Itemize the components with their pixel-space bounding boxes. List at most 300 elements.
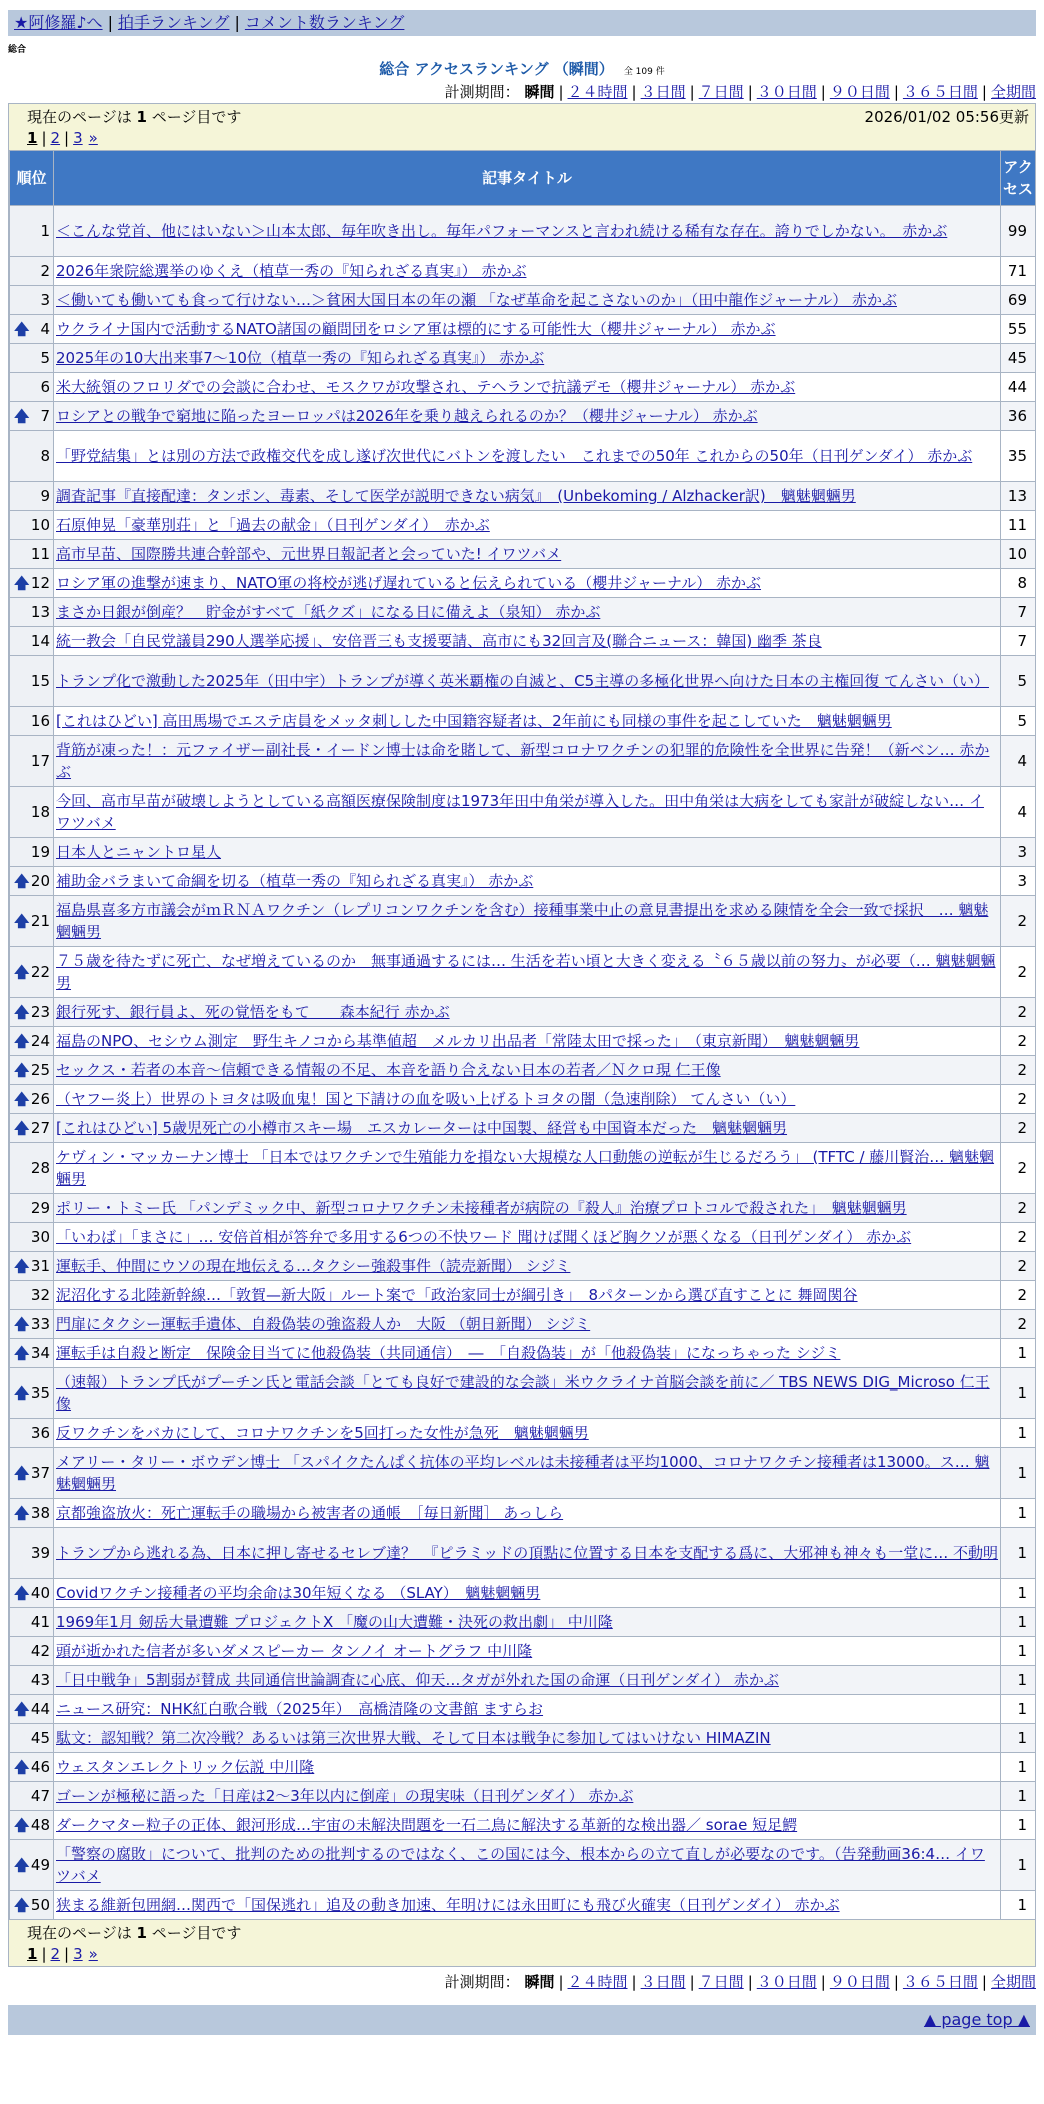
rank-up-arrow-icon: 🡅 [14, 1700, 30, 1718]
rank-number: 26 [30, 1090, 50, 1108]
rank-up-arrow-icon: 🡅 [14, 1504, 30, 1522]
rank-cell [10, 431, 54, 482]
table-row [10, 1223, 1036, 1252]
title-cell [54, 1695, 1001, 1724]
title-cell [54, 787, 1001, 838]
rank-number: 33 [30, 1315, 50, 1333]
title-cell [54, 1223, 1001, 1252]
rank-cell [10, 315, 54, 344]
access-count: 2 [1001, 1114, 1036, 1143]
table-row [10, 1724, 1036, 1753]
article-title-link[interactable]: ウクライナ国内で活動するNATO諸国の顧問団をロシア軍は標的にする可能性大（櫻井ジャーナル） 赤かぶ [56, 320, 776, 338]
table-row [10, 1579, 1036, 1608]
rank-number: 43 [30, 1671, 50, 1689]
rank-number: 23 [30, 1003, 50, 1021]
rank-cell [10, 1579, 54, 1608]
article-title-link[interactable]: メアリー・タリー・ボウデン博士 「スパイクたんぱく抗体の平均レベルは未接種者は平均1000、コロナワクチン接種者は13000。ス… 魑魅魍魎男 [56, 1453, 990, 1493]
table-row [10, 540, 1036, 569]
rank-cell [10, 598, 54, 627]
rank-number: 25 [30, 1061, 50, 1079]
article-title-link[interactable]: 福島のNPO、セシウム測定 野生キノコから基準値超 メルカリ出品者「常陸太田で採った」 （東京新聞） 魑魅魍魎男 [56, 1032, 860, 1050]
rank-cell [10, 736, 54, 787]
rank-up-arrow-icon: 🡅 [14, 1856, 30, 1874]
title-cell [54, 1252, 1001, 1281]
table-row [10, 402, 1036, 431]
table-row [10, 315, 1036, 344]
rank-up-arrow-icon: 🡅 [14, 1344, 30, 1362]
title-cell [54, 627, 1001, 656]
title-cell [54, 257, 1001, 286]
article-title-link[interactable]: 「野党結集」とは別の方法で政権交代を成し遂げ次世代にバトンを渡したい これまでの50年 これからの50年（日刊ゲンダイ） 赤かぶ [56, 447, 973, 465]
title-cell [54, 1027, 1001, 1056]
period-label-bottom: 計測期間： [444, 1973, 520, 1991]
access-count: 1 [1001, 1339, 1036, 1368]
article-title-link[interactable]: ニュース研究：NHK紅白歌合戦（2025年） 高橋清隆の文書館 ますらお [56, 1700, 544, 1718]
title-cell [54, 1143, 1001, 1194]
rank-cell [10, 656, 54, 707]
rank-cell [10, 257, 54, 286]
rank-cell [10, 1528, 54, 1579]
comment-ranking-link[interactable]: コメント数ランキング [244, 13, 405, 32]
rank-cell [10, 787, 54, 838]
rank-cell [10, 482, 54, 511]
article-title-link[interactable]: 補助金バラまいて命綱を切る（植草一秀の『知られざる真実』） 赤かぶ [56, 872, 534, 890]
article-title-link[interactable]: 「いわば」「まさに」… 安倍首相が答弁で多用する6つの不快ワード 聞けば聞くほど胸クソが悪くなる（日刊ゲンダイ） 赤かぶ [56, 1228, 912, 1246]
access-count: 1 [1001, 1782, 1036, 1811]
article-title-link[interactable]: 高市早苗、国際勝共連合幹部や、元世界日報記者と会っていた! イワツバメ [56, 545, 562, 563]
access-count: 7 [1001, 627, 1036, 656]
title-cell [54, 1891, 1001, 1920]
rank-number: 13 [30, 603, 50, 621]
title-cell [54, 206, 1001, 257]
article-title-link[interactable]: 1969年1月 剱岳大量遭難 プロジェクトX 「魔の山大遭難・決死の救出劇」 中川隆 [56, 1613, 613, 1631]
table-header-row [10, 151, 1036, 206]
title-cell [54, 1310, 1001, 1339]
table-row [10, 257, 1036, 286]
page-1-current-bottom: 1 [27, 1945, 38, 1963]
access-count: 1 [1001, 1695, 1036, 1724]
rank-number: 30 [30, 1228, 50, 1246]
title-cell [54, 867, 1001, 896]
period-link-365d[interactable]: ３６５日間 [902, 83, 978, 101]
rank-number: 41 [30, 1613, 50, 1631]
rank-cell [10, 1252, 54, 1281]
article-title-link[interactable]: トランプ化で激動した2025年（田中宇）トランプが導く英米覇権の自滅と、C5主導の多極化世界へ向けた日本の主権回復 てんさい（い） [56, 672, 989, 690]
rank-number: 5 [40, 349, 50, 367]
pager-bottom [9, 1920, 1035, 1966]
access-count: 1 [1001, 1368, 1036, 1419]
rank-number: 21 [30, 912, 50, 930]
table-row [10, 787, 1036, 838]
table-row [10, 1528, 1036, 1579]
rank-up-arrow-icon: 🡅 [14, 407, 30, 425]
table-row [10, 1194, 1036, 1223]
rank-cell [10, 1281, 54, 1310]
rank-number: 3 [40, 291, 50, 309]
page-2-link-bottom[interactable]: 2 [50, 1945, 61, 1963]
rank-up-arrow-icon: 🡅 [14, 1816, 30, 1834]
access-count: 2 [1001, 947, 1036, 998]
article-title-link[interactable]: 2025年の10大出来事7〜10位（植草一秀の『知られざる真実』） 赤かぶ [56, 349, 545, 367]
article-title-link[interactable]: ウェスタンエレクトリック伝説 中川隆 [56, 1758, 315, 1776]
title-cell [54, 344, 1001, 373]
table-row [10, 1143, 1036, 1194]
table-row [10, 431, 1036, 482]
article-title-link[interactable]: 狭まる維新包囲網…関西で「国保逃れ」追及の動き加速、年明けには永田町にも飛び火確実（日刊ゲンダイ） 赤かぶ [56, 1896, 840, 1914]
table-row [10, 373, 1036, 402]
rank-cell [10, 1499, 54, 1528]
access-count: 3 [1001, 867, 1036, 896]
rank-number: 20 [30, 872, 50, 890]
table-row [10, 1753, 1036, 1782]
title-cell [54, 315, 1001, 344]
period-selector-top: 計測期間： 瞬間 | ２４時間 | ３日間 | ７日間 | ３０日間 | ９０日間 | ３６５日間 | 全期間 [444, 83, 1036, 101]
rank-cell [10, 1666, 54, 1695]
table-row [10, 867, 1036, 896]
title-cell [54, 1637, 1001, 1666]
rank-up-arrow-icon: 🡅 [14, 963, 30, 981]
updated-timestamp: 2026/01/02 05:56更新 [864, 108, 1029, 126]
article-title-link[interactable]: 門扉にタクシー運転手遺体、自殺偽装の強盗殺人か 大阪 （朝日新聞） シジミ [56, 1315, 591, 1333]
period-link-3d[interactable]: ３日間 [640, 83, 686, 101]
access-count: 2 [1001, 1027, 1036, 1056]
current-page-text: 現在のページは 1 ページ目です [27, 108, 242, 126]
table-row [10, 707, 1036, 736]
title-cell [54, 286, 1001, 315]
title-cell [54, 1419, 1001, 1448]
access-count: 10 [1001, 540, 1036, 569]
rank-up-arrow-icon: 🡅 [14, 1464, 30, 1482]
rank-header: 順位 [10, 151, 54, 206]
table-row [10, 482, 1036, 511]
footer-bar [8, 2005, 1036, 2035]
rank-number: 35 [30, 1384, 50, 1402]
rank-cell [10, 707, 54, 736]
table-row [10, 896, 1036, 947]
rank-up-arrow-icon: 🡅 [14, 872, 30, 890]
access-count: 1 [1001, 1579, 1036, 1608]
article-title-link[interactable]: 「日中戦争」5割弱が賛成 共同通信世論調査に心底、仰天…タガが外れた国の命運（日刊ゲンダイ） 赤かぶ [56, 1671, 779, 1689]
table-row [10, 1339, 1036, 1368]
rank-cell [10, 867, 54, 896]
rank-number: 4 [40, 320, 50, 338]
title-cell [54, 707, 1001, 736]
access-count: 1 [1001, 1666, 1036, 1695]
access-count: 69 [1001, 286, 1036, 315]
title-cell [54, 1608, 1001, 1637]
rank-number: 7 [40, 407, 50, 425]
rank-number: 19 [30, 843, 50, 861]
article-title-link[interactable]: ＜働いても働いても食って行けない…＞貧困大国日本の年の瀬 「なぜ革命を起こさないのか」（田中龍作ジャーナル） 赤かぶ [56, 291, 897, 309]
article-title-link[interactable]: 米大統領のフロリダでの会談に合わせ、モスクワが攻撃され、テヘランで抗議デモ（櫻井ジャーナル） 赤かぶ [56, 378, 796, 396]
period-current: 瞬間 [524, 83, 555, 101]
access-count: 5 [1001, 707, 1036, 736]
article-title-link[interactable]: まさか日銀が倒産？ 貯金がすべて「紙クズ」になる日に備えよ（泉知） 赤かぶ [56, 603, 601, 621]
access-count: 1 [1001, 1753, 1036, 1782]
rank-cell [10, 838, 54, 867]
article-title-link[interactable]: ＜こんな党首、他にはいない＞山本太郎、毎年吹き出し。毎年パフォーマンスと言われ続ける稀有な存在。誇りでしかない。 赤かぶ [56, 222, 948, 240]
rank-cell [10, 1223, 54, 1252]
period-link-30d-bottom[interactable]: ３０日間 [756, 1973, 817, 1991]
rank-up-arrow-icon: 🡅 [14, 1061, 30, 1079]
article-title-link[interactable]: 調査記事『直接配達：タンポン、毒素、そして医学が説明できない病気』 (Unbekoming / Alzhacker訳) 魑魅魍魎男 [56, 487, 856, 505]
article-title-link[interactable]: 銀行死す、銀行員よ、死の覚悟をもて 森本紀行 赤かぶ [56, 1003, 450, 1021]
rank-cell [10, 344, 54, 373]
access-count: 13 [1001, 482, 1036, 511]
period-link-365d-bottom[interactable]: ３６５日間 [902, 1973, 978, 1991]
access-count: 4 [1001, 736, 1036, 787]
rank-number: 38 [30, 1504, 50, 1522]
article-title-link[interactable]: 運転手は自殺と断定 保険金目当てに他殺偽装（共同通信） ― 「自殺偽装」が「他殺偽装」になっちゃった シジミ [56, 1344, 841, 1362]
access-count: 35 [1001, 431, 1036, 482]
home-link[interactable]: ★阿修羅♪へ [14, 13, 103, 32]
rank-number: 36 [30, 1424, 50, 1442]
rank-cell [10, 1310, 54, 1339]
table-row [10, 1281, 1036, 1310]
article-title-link[interactable]: ７５歳を待たずに死亡、なぜ増えているのか 無事通過するには… 生活を若い頃と大きく変える〝６５歳以前の努力〟が必要（… 魑魅魍魎男 [56, 952, 996, 992]
access-count: 1 [1001, 1448, 1036, 1499]
ranking-table [9, 150, 1036, 1920]
page-top-link[interactable]: ▲ page top ▲ [923, 2010, 1030, 2029]
access-count: 1 [1001, 1724, 1036, 1753]
rank-number: 32 [30, 1286, 50, 1304]
page-3-link-bottom[interactable]: 3 [73, 1945, 83, 1963]
rank-up-arrow-icon: 🡅 [14, 1584, 30, 1602]
article-title-link[interactable]: ロシア軍の進撃が速まり、NATO軍の将校が逃げ遅れていると伝えられている（櫻井ジャーナル） 赤かぶ [56, 574, 762, 592]
table-row [10, 344, 1036, 373]
title-cell [54, 569, 1001, 598]
period-link-90d[interactable]: ９０日間 [829, 83, 890, 101]
article-title-link[interactable]: ポリー・トミー氏 「パンデミック中、新型コロナワクチン未接種者が病院の『殺人』治療プロトコルで殺された」 魑魅魍魎男 [56, 1199, 907, 1217]
applause-ranking-link[interactable]: 拍手ランキング [117, 13, 230, 32]
access-count: 1 [1001, 1419, 1036, 1448]
title-cell [54, 736, 1001, 787]
rank-number: 34 [30, 1344, 50, 1362]
rank-up-arrow-icon: 🡅 [14, 1896, 30, 1914]
article-title-link[interactable]: [これはひどい] 高田馬場でエステ店員をメッタ刺しした中国籍容疑者は、2年前にも同様の事件を起こしていた 魑魅魍魎男 [56, 712, 892, 730]
next-page-link[interactable]: » [88, 129, 98, 147]
table-row [10, 598, 1036, 627]
rank-number: 28 [30, 1159, 50, 1177]
period-label: 計測期間： [444, 83, 520, 101]
article-title-link[interactable]: （速報）トランプ氏がプーチン氏と電話会談「とても良好で建設的な会談」米ウクライナ首脳会談を前に／ TBS NEWS DIG_Microso 仁王像 [56, 1373, 990, 1413]
rank-up-arrow-icon: 🡅 [14, 1032, 30, 1050]
rank-cell [10, 1143, 54, 1194]
article-title-link[interactable]: トランプから逃れる為、日本に押し寄せるセレブ達？ 『ピラミッドの頂點に位置する日本を支配する爲に、大邪神も神々も一堂に… 不動明 [56, 1544, 998, 1562]
period-current-bottom: 瞬間 [524, 1973, 555, 1991]
title-cell [54, 1528, 1001, 1579]
period-link-3d-bottom[interactable]: ３日間 [640, 1973, 686, 1991]
table-row [10, 569, 1036, 598]
rank-cell [10, 1056, 54, 1085]
pagination: 1 | 2 | 3 » [27, 129, 98, 147]
article-title-link[interactable]: セックス・若者の本音〜信頼できる情報の不足、本音を語り合えない日本の若者／Ｎクロ現 仁王像 [56, 1061, 721, 1079]
table-row [10, 1608, 1036, 1637]
page-title: 総合 アクセスランキング （瞬間） [379, 60, 614, 78]
table-row [10, 511, 1036, 540]
table-row [10, 838, 1036, 867]
access-count: 1 [1001, 1528, 1036, 1579]
title-cell [54, 896, 1001, 947]
table-row [10, 1114, 1036, 1143]
title-cell [54, 998, 1001, 1027]
article-title-link[interactable]: 駄文：認知戦？第二次冷戦？あるいは第三次世界大戦、そして日本は戦争に参加してはいけない HIMAZIN [56, 1729, 771, 1747]
rank-number: 47 [30, 1787, 50, 1805]
title-cell [54, 1368, 1001, 1419]
count-header: アクセス [1001, 151, 1036, 206]
access-count: 45 [1001, 344, 1036, 373]
rank-up-arrow-icon: 🡅 [14, 574, 30, 592]
ranking-rows [10, 206, 1036, 1920]
article-title-link[interactable]: 日本人とニャントロ星人 [56, 843, 222, 861]
article-title-link[interactable]: [これはひどい] 5歳児死亡の小樽市スキー場 エスカレーターは中国製、経営も中国資本だった 魑魅魍魎男 [56, 1119, 788, 1137]
ranking-container [8, 103, 1036, 1967]
article-title-link[interactable]: （ヤフー炎上）世界のトヨタは吸血鬼！国と下請けの血を吸い上げるトヨタの闇（急速削除） てんさい（い） [56, 1090, 796, 1108]
rank-cell [10, 1027, 54, 1056]
rank-number: 29 [30, 1199, 50, 1217]
title-cell [54, 431, 1001, 482]
rank-cell [10, 1608, 54, 1637]
access-count: 1 [1001, 1891, 1036, 1920]
period-link-24h-bottom[interactable]: ２４時間 [567, 1973, 628, 1991]
rank-number: 2 [40, 262, 50, 280]
title-cell [54, 373, 1001, 402]
article-title-link[interactable]: 頭が逝かれた信者が多いダメスピーカー タンノイ オートグラフ 中川隆 [56, 1642, 533, 1660]
period-link-24h[interactable]: ２４時間 [567, 83, 628, 101]
title-cell [54, 1085, 1001, 1114]
period-selector-bottom: 計測期間： 瞬間 | ２４時間 | ３日間 | ７日間 | ３０日間 | ９０日間 | ３６５日間 | 全期間 [444, 1973, 1036, 1991]
title-cell [54, 947, 1001, 998]
period-link-7d-bottom[interactable]: ７日間 [698, 1973, 744, 1991]
access-count: 2 [1001, 1194, 1036, 1223]
access-count: 2 [1001, 1281, 1036, 1310]
page-3-link[interactable]: 3 [73, 129, 83, 147]
article-title-link[interactable]: ロシアとの戦争で窮地に陥ったヨーロッパは2026年を乗り越えられるのか？（櫻井ジャーナル） 赤かぶ [56, 407, 758, 425]
title-cell [54, 1753, 1001, 1782]
article-title-link[interactable]: 京都強盗放火：死亡運転手の職場から被害者の通帳 ［毎日新聞］ あっしら [56, 1504, 564, 1522]
title-cell [54, 1666, 1001, 1695]
rank-cell [10, 998, 54, 1027]
table-row [10, 1085, 1036, 1114]
rank-up-arrow-icon: 🡅 [14, 1257, 30, 1275]
article-title-link[interactable]: 統一教会「自民党議員290人選挙応援」、安倍晋三も支援要請、高市にも32回言及(聯合ニュース：韓国) 幽季 茶良 [56, 632, 822, 650]
rank-up-arrow-icon: 🡅 [14, 1003, 30, 1021]
table-row [10, 1419, 1036, 1448]
article-title-link[interactable]: 福島県喜多方市議会がｍＲＮＡワクチン（レプリコンワクチンを含む）接種事業中止の意見書提出を求める陳情を全会一致で採択 … 魑魅魍魎男 [56, 901, 989, 941]
article-title-link[interactable]: 運転手、仲間にウソの現在地伝える…タクシー強殺事件（読売新聞） シジミ [56, 1257, 571, 1275]
title-cell [54, 1056, 1001, 1085]
rank-cell [10, 1840, 54, 1891]
access-count: 44 [1001, 373, 1036, 402]
title-cell [54, 511, 1001, 540]
article-title-link[interactable]: ケヴィン・マッカーナン博士 「日本ではワクチンで生殖能力を損ない大規模な人口動態の逆転が生じるだろう」 (TFTC / 藤川賢治… 魑魅魍魎男 [56, 1148, 995, 1188]
rank-cell [10, 947, 54, 998]
table-row [10, 1637, 1036, 1666]
rank-number: 1 [40, 222, 50, 240]
rank-number: 11 [30, 545, 50, 563]
rank-cell [10, 206, 54, 257]
article-title-link[interactable]: 背筋が凍った！：元ファイザー副社長・イードン博士は命を賭して、新型コロナワクチンの犯罪的危険性を全世界に告発！（新ベン… 赤かぶ [56, 741, 990, 781]
rank-number: 10 [30, 516, 50, 534]
access-count: 3 [1001, 838, 1036, 867]
rank-cell [10, 1368, 54, 1419]
page-2-link[interactable]: 2 [50, 129, 61, 147]
rank-number: 45 [30, 1729, 50, 1747]
article-title-link[interactable]: 2026年衆院総選挙のゆくえ（植草一秀の『知られざる真実』） 赤かぶ [56, 262, 527, 280]
article-title-link[interactable]: 反ワクチンをバカにして、コロナワクチンを5回打った女性が急死 魑魅魍魎男 [56, 1424, 589, 1442]
title-cell [54, 1114, 1001, 1143]
rank-up-arrow-icon: 🡅 [14, 1090, 30, 1108]
rank-up-arrow-icon: 🡅 [14, 1384, 30, 1402]
period-link-30d[interactable]: ３０日間 [756, 83, 817, 101]
rank-cell [10, 286, 54, 315]
rank-number: 27 [30, 1119, 50, 1137]
title-cell [54, 540, 1001, 569]
rank-number: 40 [30, 1584, 50, 1602]
article-title-link[interactable]: 石原伸晃「豪華別荘」と「過去の献金」（日刊ゲンダイ） 赤かぶ [56, 516, 490, 534]
access-count: 11 [1001, 511, 1036, 540]
rank-cell [10, 540, 54, 569]
period-link-90d-bottom[interactable]: ９０日間 [829, 1973, 890, 1991]
table-row [10, 1310, 1036, 1339]
period-link-all[interactable]: 全期間 [990, 83, 1036, 101]
rank-number: 17 [30, 752, 50, 770]
title-cell [54, 1724, 1001, 1753]
top-navigation: ★阿修羅♪へ | 拍手ランキング | コメント数ランキング [8, 10, 1036, 36]
access-count: 55 [1001, 315, 1036, 344]
table-row [10, 656, 1036, 707]
table-row [10, 206, 1036, 257]
access-count: 2 [1001, 1085, 1036, 1114]
table-row [10, 1840, 1036, 1891]
rank-number: 6 [40, 378, 50, 396]
rank-cell [10, 1339, 54, 1368]
title-header: 記事タイトル [54, 151, 1001, 206]
access-count: 1 [1001, 1840, 1036, 1891]
period-link-all-bottom[interactable]: 全期間 [990, 1973, 1036, 1991]
rank-up-arrow-icon: 🡅 [14, 1119, 30, 1137]
article-title-link[interactable]: 泥沼化する北陸新幹線…「敦賀—新大阪」ルート案で「政治家同士が綱引き」 8パターンから選び直すことに 舞岡関谷 [56, 1286, 858, 1304]
pager-top [9, 104, 1035, 150]
access-count: 2 [1001, 1223, 1036, 1252]
table-row [10, 1252, 1036, 1281]
current-page-text-bottom: 現在のページは 1 ページ目です [27, 1924, 242, 1942]
title-cell [54, 1579, 1001, 1608]
access-count: 1 [1001, 1811, 1036, 1840]
access-count: 1 [1001, 1637, 1036, 1666]
article-title-link[interactable]: Covidワクチン接種者の平均余命は30年短くなる （SLAY） 魑魅魍魎男 [56, 1584, 541, 1602]
next-page-link-bottom[interactable]: » [88, 1945, 98, 1963]
access-count: 2 [1001, 1056, 1036, 1085]
rank-cell [10, 1448, 54, 1499]
access-count: 5 [1001, 656, 1036, 707]
rank-cell [10, 896, 54, 947]
article-title-link[interactable]: ダークマター粒子の正体、銀河形成…宇宙の未解決問題を一石二鳥に解決する革新的な検出器／ sorae 短足鰐 [56, 1816, 798, 1834]
title-cell [54, 656, 1001, 707]
rank-cell [10, 1891, 54, 1920]
table-row [10, 1027, 1036, 1056]
rank-cell [10, 1085, 54, 1114]
article-title-link[interactable]: 今回、高市早苗が破壊しようとしている高額医療保険制度は1973年田中角栄が導入した。田中角栄は大病をしても家計が破綻しない… イワツバメ [56, 792, 984, 832]
rank-cell [10, 569, 54, 598]
pagination-bottom: 1 | 2 | 3 » [27, 1945, 98, 1963]
rank-number: 15 [30, 672, 50, 690]
access-count: 2 [1001, 1252, 1036, 1281]
period-link-7d[interactable]: ７日間 [698, 83, 744, 101]
title-cell [54, 1840, 1001, 1891]
article-title-link[interactable]: 「警察の腐敗」について、批判のための批判するのではなく、この国には今、根本からの立て直しが必要なのです。（告発動画36:4… イワツバメ [56, 1845, 985, 1885]
article-title-link[interactable]: ゴーンが極秘に語った「日産は2〜3年以内に倒産」の現実味（日刊ゲンダイ） 赤かぶ [56, 1787, 634, 1805]
